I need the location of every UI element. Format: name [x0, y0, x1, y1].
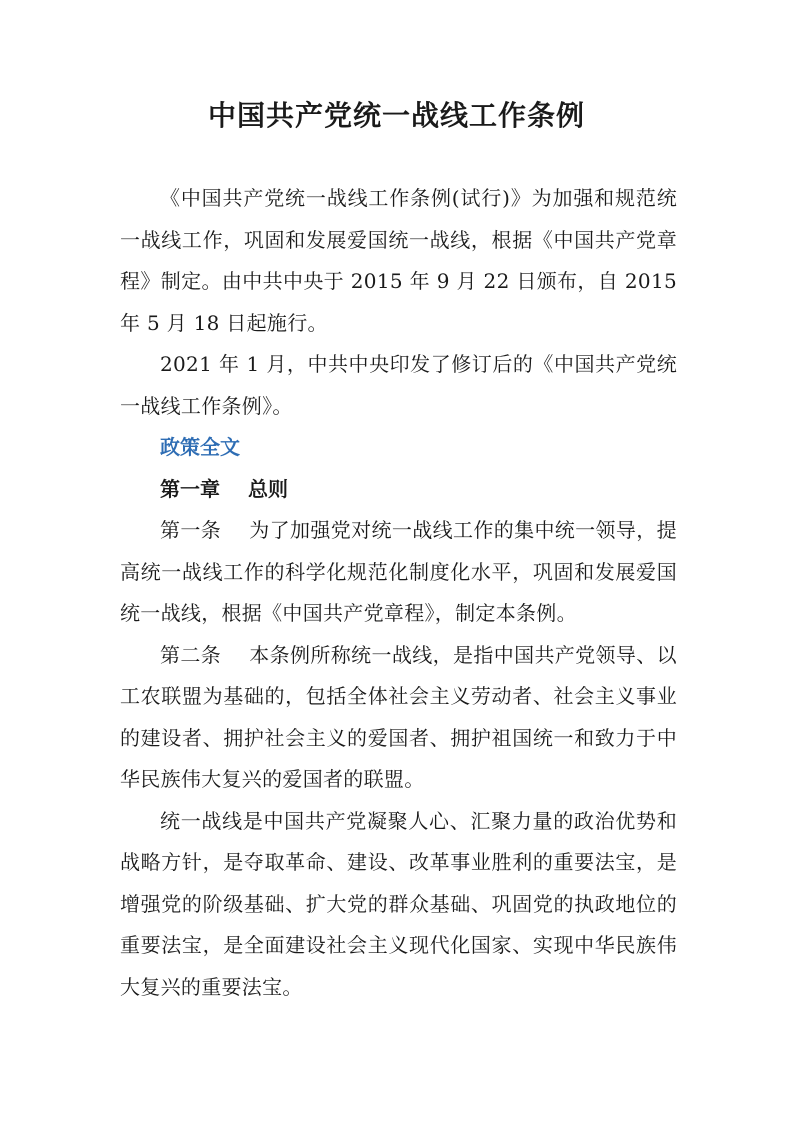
article-2 [120, 635, 677, 801]
document-title: 中国共产党统一战线工作条例 [207, 99, 585, 132]
article-label: 第一条 [160, 518, 222, 542]
document-body [120, 178, 677, 1008]
article-label: 第二条 [160, 642, 222, 667]
intro-paragraph: 《中国共产党统一战线工作条例(试行)》为加强和规范统一战线工作，巩固和发展爱国统一战线，根据《中国共产党章程》制定。由中共中央于 2015 年 9 月 22 日颁布，自 2015 年 5 月 18 日起施行。 [120, 186, 677, 335]
article-text: 本条例所称统一战线，是指中国共产党领导、以工农联盟为基础的，包括全体社会主义劳动者、社会主义事业的建设者、拥护社会主义的爱国者、拥护祖国统一和致力于中华民族伟大复兴的爱国者的联盟。 [120, 642, 677, 791]
section-heading-full-text: 政策全文 [160, 435, 240, 459]
article-text: 为了加强党对统一战线工作的集中统一领导，提高统一战线工作的科学化规范化制度化水平，巩固和发展爱国统一战线，根据《中国共产党章程》，制定本条例。 [120, 518, 677, 625]
revision-paragraph: 2021 年 1 月，中共中央印发了修订后的《中国共产党统一战线工作条例》。 [120, 352, 677, 418]
chapter-label: 第一章 [160, 476, 220, 501]
chapter-heading [120, 469, 677, 511]
article-1 [120, 510, 677, 635]
closing-paragraph: 统一战线是中国共产党凝聚人心、汇聚力量的政治优势和战略方针，是夺取革命、建设、改革事业胜利的重要法宝，是增强党的阶级基础、扩大党的群众基础、巩固党的执政地位的重要法宝，是全面建设社会主义现代化国家、实现中华民族伟大复兴的重要法宝。 [120, 808, 677, 999]
chapter-title: 总则 [248, 476, 288, 501]
